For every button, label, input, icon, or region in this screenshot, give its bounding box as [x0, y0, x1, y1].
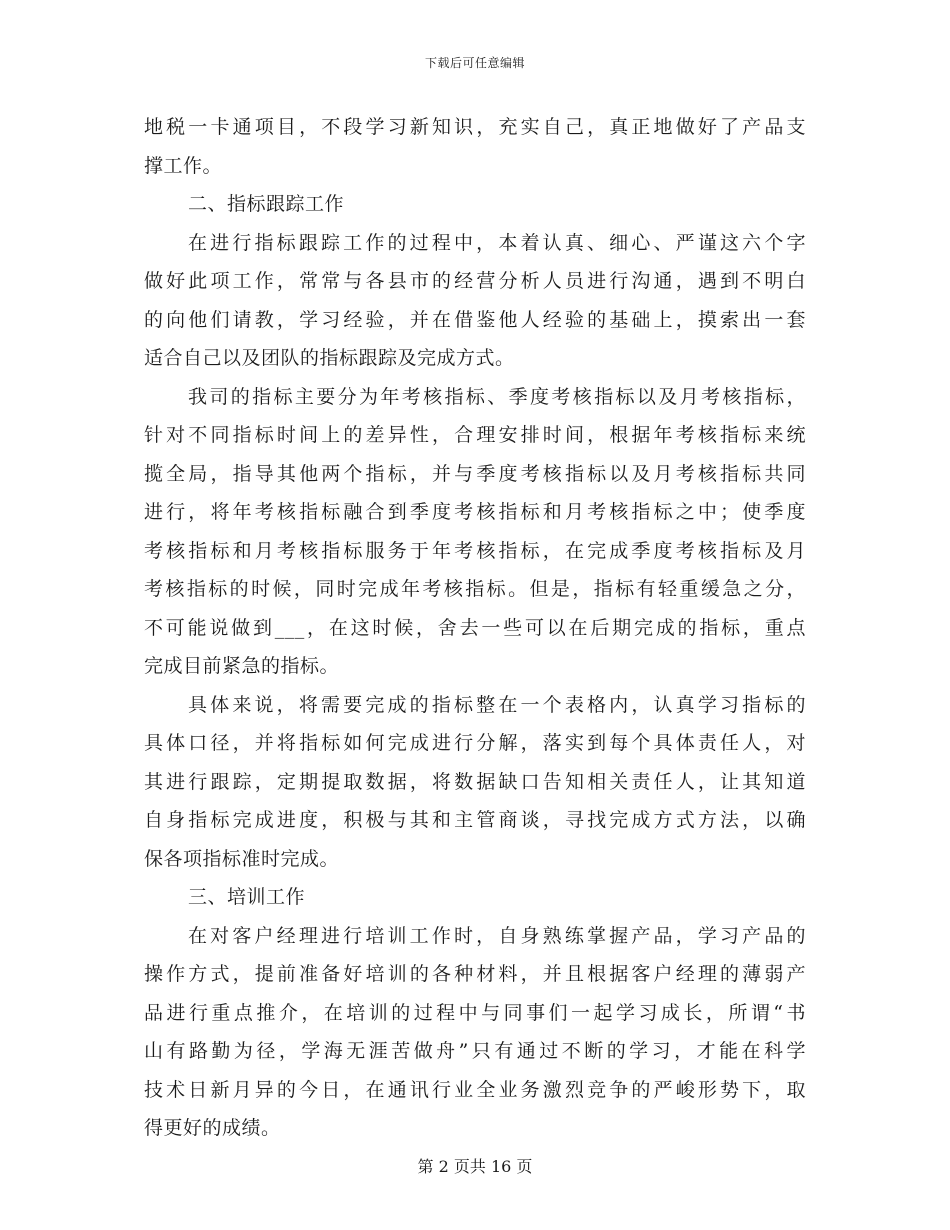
paragraph-line: 揽全局，指导其他两个指标，并与季度考核指标以及月考核指标共同 [144, 462, 806, 485]
paragraph-line: 撑工作。 [144, 154, 223, 177]
paragraph-line: 其进行跟踪，定期提取数据，将数据缺口告知相关责任人，让其知道 [144, 770, 806, 793]
paragraph-line: 进行，将年考核指标融合到季度考核指标和月考核指标之中；使季度 [144, 501, 806, 523]
paragraph-line: 品进行重点推介，在培训的过程中与同事们一起学习成长，所谓“书 [144, 1001, 806, 1024]
paragraph-line: 我司的指标主要分为年考核指标、季度考核指标以及月考核指标， [188, 385, 806, 408]
paragraph-line: 具体口径，并将指标如何完成进行分解，落实到每个具体责任人，对 [144, 732, 806, 754]
section-heading: 三、培训工作 [188, 886, 306, 908]
paragraph-line: 适合自己以及团队的指标跟踪及完成方式。 [144, 347, 515, 369]
paragraph-line: 考核指标的时候，同时完成年考核指标。但是，指标有轻重缓急之分， [144, 578, 806, 600]
paragraph-line: 得更好的成绩。 [144, 1117, 281, 1139]
paragraph-line: 地税一卡通项目，不段学习新知识，充实自己，真正地做好了产品支 [144, 116, 806, 138]
paragraph-line: 的向他们请教，学习经验，并在借鉴他人经验的基础上，摸索出一套 [144, 308, 806, 331]
paragraph-line: 考核指标和月考核指标服务于年考核指标，在完成季度考核指标及月 [144, 539, 806, 562]
paragraph-line: 技术日新月异的今日，在通讯行业全业务激烈竞争的严峻形势下，取 [144, 1078, 806, 1101]
paragraph-line: 具体来说，将需要完成的指标整在一个表格内，认真学习指标的 [188, 693, 806, 716]
paragraph-line: 在进行指标跟踪工作的过程中，本着认真、细心、严谨这六个字 [188, 231, 806, 254]
paragraph-line: 不可能说做到___，在这时候，舍去一些可以在后期完成的指标，重点 [144, 616, 806, 639]
section-heading: 二、指标跟踪工作 [188, 193, 345, 215]
paragraph-line: 保各项指标准时完成。 [144, 847, 340, 870]
document-body [144, 108, 806, 1148]
page-number: 第 2 页共 16 页 [417, 1157, 533, 1176]
paragraph-line: 在对客户经理进行培训工作时，自身熟练掌握产品，学习产品的 [188, 924, 806, 947]
paragraph-line: 操作方式，提前准备好培训的各种材料，并且根据客户经理的薄弱产 [144, 963, 806, 985]
paragraph-line: 自身指标完成进度，积极与其和主管商谈，寻找完成方式方法，以确 [144, 809, 806, 831]
page-header: 下载后可任意编辑 [424, 56, 525, 70]
paragraph-line: 完成目前紧急的指标。 [144, 655, 340, 677]
paragraph-line: 山有路勤为径，学海无涯苦做舟”只有通过不断的学习，才能在科学 [144, 1040, 806, 1062]
paragraph-line: 针对不同指标时间上的差异性，合理安排时间，根据年考核指标来统 [144, 424, 806, 446]
paragraph-line: 做好此项工作，常常与各县市的经营分析人员进行沟通，遇到不明白 [144, 270, 806, 292]
